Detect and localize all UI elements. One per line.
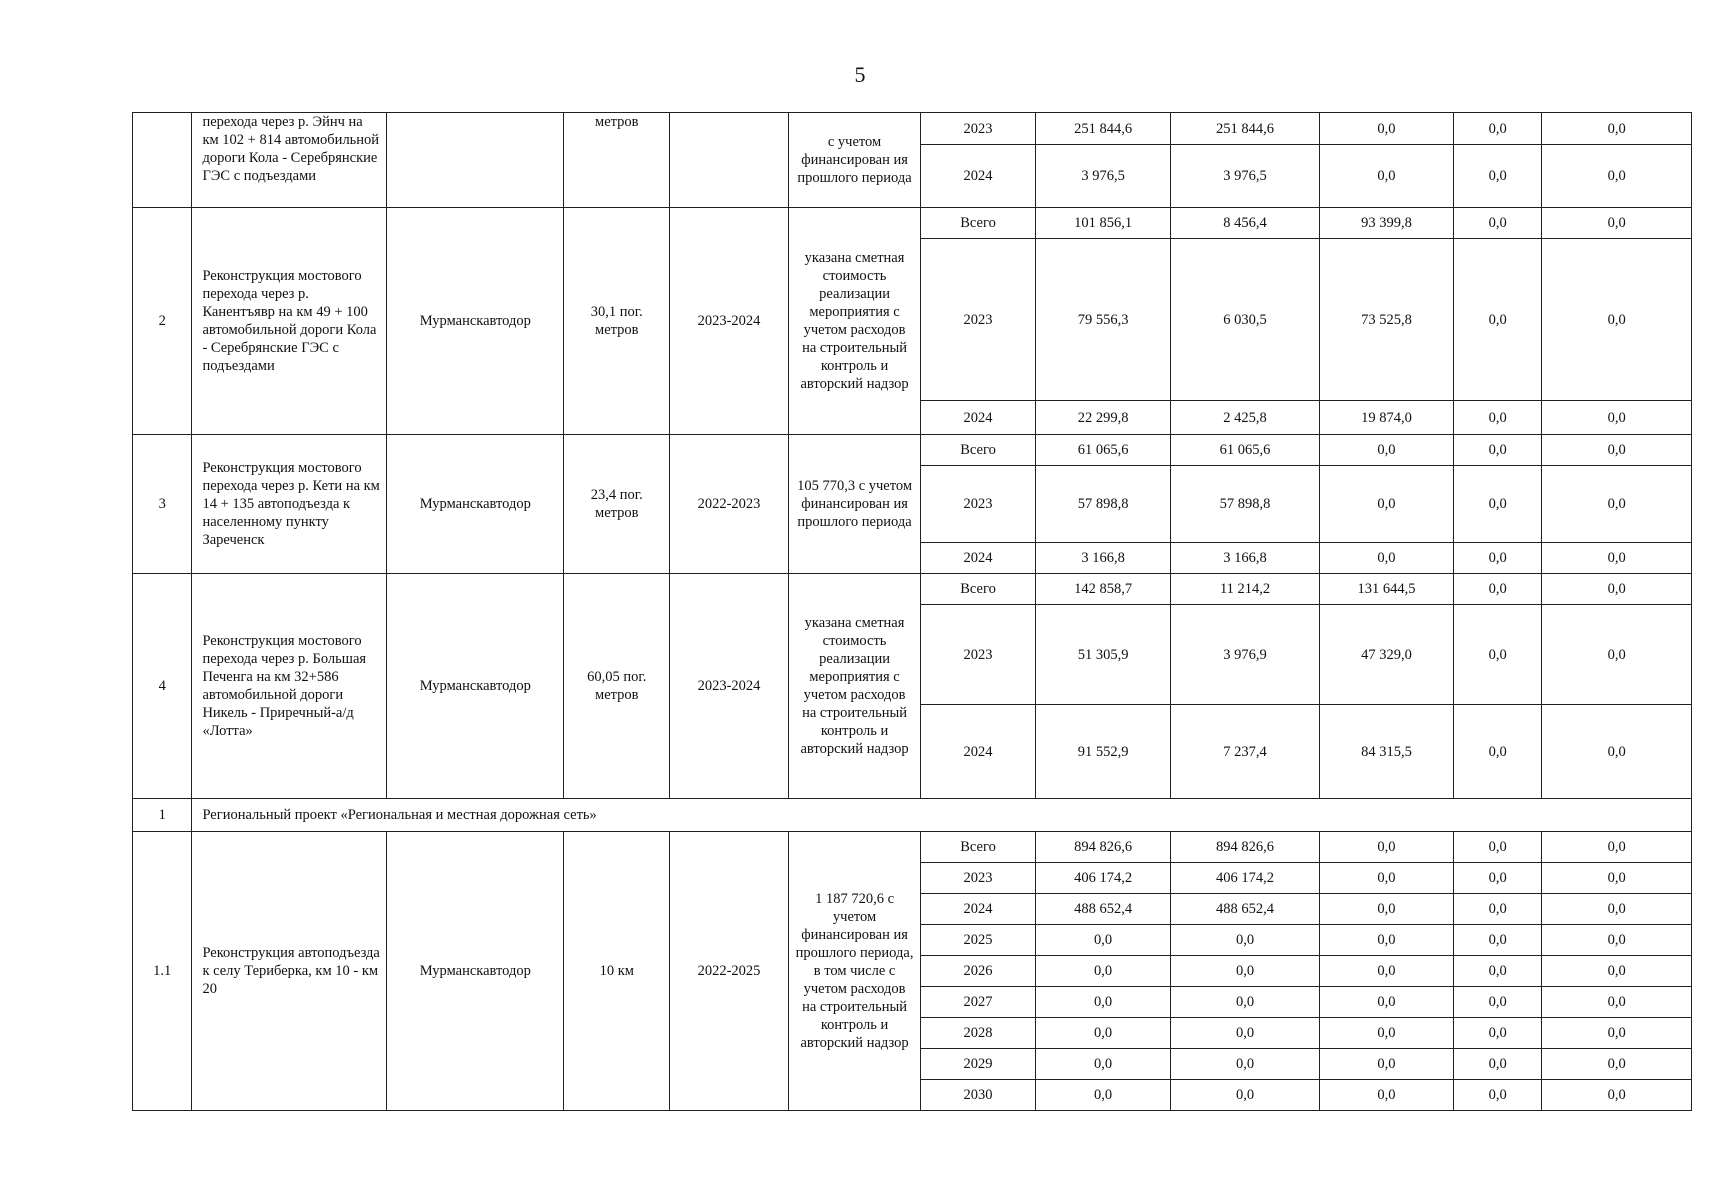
row-number: 1.1: [133, 832, 192, 1111]
year: 2023: [921, 466, 1036, 543]
value: 22 299,8: [1035, 401, 1170, 435]
value: 894 826,6: [1171, 832, 1320, 863]
value: 47 329,0: [1319, 605, 1453, 705]
year: 2026: [921, 956, 1036, 987]
value: 0,0: [1319, 863, 1453, 894]
year: 2024: [921, 705, 1036, 799]
table-row: [133, 832, 1692, 863]
value: 8 456,4: [1171, 208, 1320, 239]
value: 0,0: [1035, 1018, 1170, 1049]
period: 2023-2024: [670, 208, 789, 435]
value: 0,0: [1454, 145, 1542, 208]
value: 0,0: [1035, 925, 1170, 956]
year: 2025: [921, 925, 1036, 956]
value: 0,0: [1319, 894, 1453, 925]
capacity: 10 км: [564, 832, 670, 1111]
year: 2024: [921, 401, 1036, 435]
value: 0,0: [1542, 466, 1692, 543]
value: 0,0: [1542, 956, 1692, 987]
value: 91 552,9: [1035, 705, 1170, 799]
value: 142 858,7: [1035, 574, 1170, 605]
value: 0,0: [1454, 1049, 1542, 1080]
value: 0,0: [1171, 1080, 1320, 1111]
value: 61 065,6: [1171, 435, 1320, 466]
row-number: [133, 113, 192, 208]
year: 2023: [921, 863, 1036, 894]
value: 0,0: [1454, 1080, 1542, 1111]
value: 0,0: [1319, 925, 1453, 956]
value: 0,0: [1542, 832, 1692, 863]
value: 0,0: [1319, 466, 1453, 543]
value: 0,0: [1454, 239, 1542, 401]
contractor: [387, 113, 564, 208]
year: 2024: [921, 894, 1036, 925]
value: 57 898,8: [1035, 466, 1170, 543]
value: 0,0: [1454, 705, 1542, 799]
value: 894 826,6: [1035, 832, 1170, 863]
value: 0,0: [1542, 543, 1692, 574]
period: 2022-2023: [670, 435, 789, 574]
value: 3 976,5: [1035, 145, 1170, 208]
value: 0,0: [1542, 113, 1692, 145]
value: 0,0: [1319, 832, 1453, 863]
value: 0,0: [1454, 956, 1542, 987]
object-name: Реконструкция автоподъезда к селу Териберка, км 10 - км 20: [192, 832, 387, 1111]
value: 93 399,8: [1319, 208, 1453, 239]
year: Всего: [921, 208, 1036, 239]
year: 2023: [921, 605, 1036, 705]
value: 251 844,6: [1171, 113, 1320, 145]
value: 19 874,0: [1319, 401, 1453, 435]
table-row: [133, 113, 1692, 145]
row-number: 2: [133, 208, 192, 435]
value: 0,0: [1542, 401, 1692, 435]
value: 0,0: [1454, 1018, 1542, 1049]
value: 0,0: [1171, 1049, 1320, 1080]
capacity: 23,4 пог. метров: [564, 435, 670, 574]
value: 51 305,9: [1035, 605, 1170, 705]
value: 6 030,5: [1171, 239, 1320, 401]
value: 3 166,8: [1171, 543, 1320, 574]
value: 0,0: [1542, 863, 1692, 894]
year: 2024: [921, 145, 1036, 208]
contractor: Мурманскавтодор: [387, 832, 564, 1111]
value: 0,0: [1542, 894, 1692, 925]
value: 0,0: [1542, 574, 1692, 605]
financing-table: [132, 112, 1692, 1111]
value: 0,0: [1319, 1049, 1453, 1080]
value: 0,0: [1542, 1080, 1692, 1111]
value: 0,0: [1542, 605, 1692, 705]
period: 2022-2025: [670, 832, 789, 1111]
value: 79 556,3: [1035, 239, 1170, 401]
value: 0,0: [1454, 925, 1542, 956]
value: 0,0: [1454, 435, 1542, 466]
value: 0,0: [1454, 401, 1542, 435]
value: 0,0: [1542, 1018, 1692, 1049]
value: 0,0: [1542, 1049, 1692, 1080]
section-row: [133, 799, 1692, 832]
year: 2028: [921, 1018, 1036, 1049]
value: 0,0: [1542, 987, 1692, 1018]
value: 0,0: [1542, 705, 1692, 799]
value: 0,0: [1454, 208, 1542, 239]
value: 0,0: [1171, 956, 1320, 987]
value: 406 174,2: [1171, 863, 1320, 894]
value: 0,0: [1171, 925, 1320, 956]
value: 488 652,4: [1171, 894, 1320, 925]
value: 0,0: [1319, 1080, 1453, 1111]
value: 131 644,5: [1319, 574, 1453, 605]
value: 0,0: [1454, 113, 1542, 145]
value: 0,0: [1454, 832, 1542, 863]
year: 2030: [921, 1080, 1036, 1111]
note: 105 770,3 с учетом финансирован ия прошлого периода: [788, 435, 920, 574]
value: 0,0: [1454, 543, 1542, 574]
object-name: Реконструкция мостового перехода через р. Канентъявр на км 49 + 100 автомобильной дороги Кола - Серебрянские ГЭС с подъездами: [192, 208, 387, 435]
value: 101 856,1: [1035, 208, 1170, 239]
year: Всего: [921, 574, 1036, 605]
object-name: перехода через р. Эйнч на км 102 + 814 автомобильной дороги Кола - Серебрянские ГЭС с подъездами: [192, 113, 387, 208]
year: 2027: [921, 987, 1036, 1018]
year: 2023: [921, 239, 1036, 401]
contractor: Мурманскавтодор: [387, 574, 564, 799]
value: 0,0: [1035, 1049, 1170, 1080]
value: 0,0: [1542, 208, 1692, 239]
note: 1 187 720,6 с учетом финансирован ия прошлого периода, в том числе с учетом расходов на строительный контроль и авторский надзор: [788, 832, 920, 1111]
value: 406 174,2: [1035, 863, 1170, 894]
value: 57 898,8: [1171, 466, 1320, 543]
value: 0,0: [1454, 863, 1542, 894]
capacity: метров: [564, 113, 670, 208]
value: 0,0: [1319, 145, 1453, 208]
year: Всего: [921, 435, 1036, 466]
value: 488 652,4: [1035, 894, 1170, 925]
value: 2 425,8: [1171, 401, 1320, 435]
value: 0,0: [1035, 956, 1170, 987]
value: 7 237,4: [1171, 705, 1320, 799]
section-title: Региональный проект «Региональная и местная дорожная сеть»: [192, 799, 1692, 832]
value: 251 844,6: [1035, 113, 1170, 145]
value: 0,0: [1171, 1018, 1320, 1049]
row-number: 3: [133, 435, 192, 574]
row-number: 4: [133, 574, 192, 799]
value: 3 976,9: [1171, 605, 1320, 705]
value: 84 315,5: [1319, 705, 1453, 799]
year: Всего: [921, 832, 1036, 863]
object-name: Реконструкция мостового перехода через р. Кети на км 14 + 135 автоподъезда к населенному пункту Зареченск: [192, 435, 387, 574]
contractor: Мурманскавтодор: [387, 435, 564, 574]
value: 0,0: [1454, 574, 1542, 605]
value: 0,0: [1542, 435, 1692, 466]
value: 0,0: [1542, 145, 1692, 208]
year: 2029: [921, 1049, 1036, 1080]
year: 2023: [921, 113, 1036, 145]
capacity: 60,05 пог. метров: [564, 574, 670, 799]
contractor: Мурманскавтодор: [387, 208, 564, 435]
value: 0,0: [1035, 1080, 1170, 1111]
note: указана сметная стоимость реализации мероприятия с учетом расходов на строительный контроль и авторский надзор: [788, 574, 920, 799]
table-row: [133, 435, 1692, 466]
period: [670, 113, 789, 208]
note: с учетом финансирован ия прошлого периода: [788, 113, 920, 208]
value: 0,0: [1454, 605, 1542, 705]
value: 73 525,8: [1319, 239, 1453, 401]
page-number: 5: [854, 62, 866, 87]
value: 11 214,2: [1171, 574, 1320, 605]
value: 3 976,5: [1171, 145, 1320, 208]
value: 0,0: [1319, 543, 1453, 574]
value: 0,0: [1319, 987, 1453, 1018]
value: 0,0: [1542, 239, 1692, 401]
period: 2023-2024: [670, 574, 789, 799]
value: 0,0: [1542, 925, 1692, 956]
capacity: 30,1 пог. метров: [564, 208, 670, 435]
value: 0,0: [1319, 113, 1453, 145]
table-row: [133, 208, 1692, 239]
value: 0,0: [1035, 987, 1170, 1018]
value: 0,0: [1319, 956, 1453, 987]
section-number: 1: [133, 799, 192, 832]
value: 0,0: [1319, 1018, 1453, 1049]
value: 0,0: [1454, 466, 1542, 543]
value: 3 166,8: [1035, 543, 1170, 574]
value: 0,0: [1171, 987, 1320, 1018]
object-name: Реконструкция мостового перехода через р. Большая Печенга на км 32+586 автомобильной дороги Никель - Приречный-а/д «Лотта»: [192, 574, 387, 799]
value: 0,0: [1454, 987, 1542, 1018]
value: 0,0: [1454, 894, 1542, 925]
year: 2024: [921, 543, 1036, 574]
value: 0,0: [1319, 435, 1453, 466]
table-row: [133, 574, 1692, 605]
value: 61 065,6: [1035, 435, 1170, 466]
note: указана сметная стоимость реализации мероприятия с учетом расходов на строительный контроль и авторский надзор: [788, 208, 920, 435]
